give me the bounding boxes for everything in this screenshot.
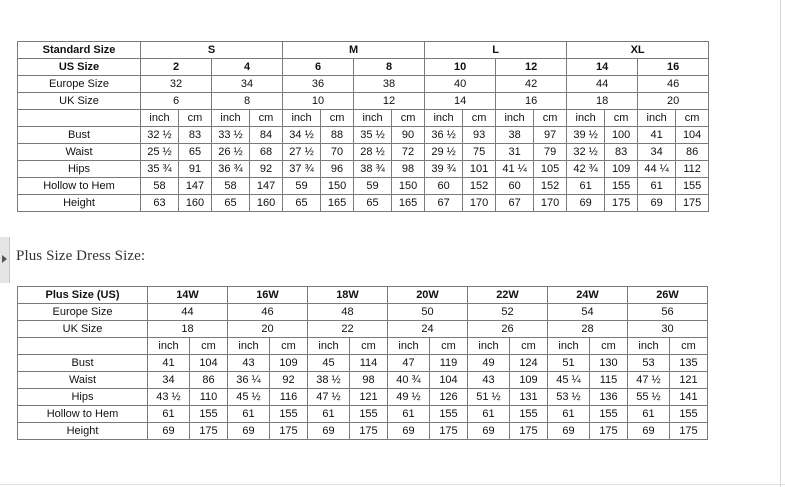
- measurement-cell: 61: [628, 406, 670, 423]
- measurement-cell: 70: [321, 144, 354, 161]
- unit-cm: cm: [590, 338, 628, 355]
- measurement-cell: 55 ½: [628, 389, 670, 406]
- measurement-cell: 155: [676, 178, 709, 195]
- measurement-cell: 53 ½: [548, 389, 590, 406]
- empty-cell: [18, 338, 148, 355]
- measurement-cell: 35 ½: [354, 127, 392, 144]
- measurement-cell: 69: [388, 423, 430, 440]
- measurement-cell: 47: [388, 355, 430, 372]
- measurement-cell: 155: [670, 406, 708, 423]
- unit-inch: inch: [148, 338, 190, 355]
- standard-size-table: [17, 41, 709, 212]
- uk-size-cell: 8: [212, 93, 283, 110]
- measurement-cell: 45: [308, 355, 350, 372]
- measurement-cell: 150: [392, 178, 425, 195]
- measurement-cell: 109: [605, 161, 638, 178]
- measurement-cell: 114: [350, 355, 388, 372]
- measurement-cell: 25 ½: [141, 144, 179, 161]
- unit-cm: cm: [250, 110, 283, 127]
- measurement-cell: 170: [463, 195, 496, 212]
- measurement-cell: 155: [430, 406, 468, 423]
- us-size-row: [18, 59, 709, 76]
- measurement-cell: 59: [283, 178, 321, 195]
- measurement-cell: 175: [670, 423, 708, 440]
- measurement-cell: 175: [510, 423, 548, 440]
- measurement-cell: 61: [228, 406, 270, 423]
- measurement-row: [18, 178, 709, 195]
- unit-inch: inch: [628, 338, 670, 355]
- measurement-cell: 67: [496, 195, 534, 212]
- measurement-cell: 84: [250, 127, 283, 144]
- unit-inch: inch: [212, 110, 250, 127]
- measurement-row: [18, 406, 708, 423]
- measurement-cell: 83: [605, 144, 638, 161]
- measurement-cell: 155: [605, 178, 638, 195]
- measurement-cell: 152: [534, 178, 567, 195]
- measurement-cell: 135: [670, 355, 708, 372]
- us-size-cell: 2: [141, 59, 212, 76]
- unit-cm: cm: [605, 110, 638, 127]
- measurement-cell: 69: [148, 423, 190, 440]
- measurement-cell: 155: [510, 406, 548, 423]
- measurement-cell: 61: [388, 406, 430, 423]
- europe-size-cell: 56: [628, 304, 708, 321]
- measurement-cell: 36 ½: [425, 127, 463, 144]
- measurement-cell: 75: [463, 144, 496, 161]
- measurement-cell: 39 ½: [567, 127, 605, 144]
- measurement-cell: 69: [567, 195, 605, 212]
- measurement-cell: 101: [463, 161, 496, 178]
- measurement-row: [18, 372, 708, 389]
- measurement-cell: 61: [148, 406, 190, 423]
- row-label: Hips: [18, 389, 148, 406]
- size-group-header: XL: [567, 42, 709, 59]
- row-label: Waist: [18, 372, 148, 389]
- measurement-cell: 41: [148, 355, 190, 372]
- uk-size-cell: 20: [638, 93, 709, 110]
- measurement-cell: 130: [590, 355, 628, 372]
- unit-cm: cm: [190, 338, 228, 355]
- expand-arrow-icon: [2, 255, 7, 263]
- measurement-cell: 41 ¼: [496, 161, 534, 178]
- row-label: Bust: [18, 127, 141, 144]
- measurement-cell: 152: [463, 178, 496, 195]
- unit-cm: cm: [430, 338, 468, 355]
- measurement-cell: 42 ¾: [567, 161, 605, 178]
- unit-inch: inch: [283, 110, 321, 127]
- measurement-cell: 104: [430, 372, 468, 389]
- size-group-header: 14W: [148, 287, 228, 304]
- measurement-cell: 86: [190, 372, 228, 389]
- measurement-cell: 43: [228, 355, 270, 372]
- measurement-cell: 65: [283, 195, 321, 212]
- measurement-cell: 90: [392, 127, 425, 144]
- measurement-cell: 92: [270, 372, 308, 389]
- row-label: UK Size: [18, 321, 148, 338]
- empty-cell: [18, 110, 141, 127]
- us-size-cell: 16: [638, 59, 709, 76]
- measurement-cell: 44 ¼: [638, 161, 676, 178]
- measurement-cell: 160: [250, 195, 283, 212]
- measurement-cell: 63: [141, 195, 179, 212]
- measurement-cell: 79: [534, 144, 567, 161]
- unit-inch: inch: [638, 110, 676, 127]
- measurement-cell: 110: [190, 389, 228, 406]
- measurement-cell: 68: [250, 144, 283, 161]
- measurement-cell: 104: [676, 127, 709, 144]
- size-group-header: 20W: [388, 287, 468, 304]
- measurement-cell: 35 ¾: [141, 161, 179, 178]
- measurement-cell: 155: [590, 406, 628, 423]
- measurement-cell: 28 ½: [354, 144, 392, 161]
- uk-size-cell: 12: [354, 93, 425, 110]
- measurement-cell: 175: [350, 423, 388, 440]
- unit-inch: inch: [354, 110, 392, 127]
- measurement-cell: 37 ¾: [283, 161, 321, 178]
- measurement-cell: 49: [468, 355, 510, 372]
- uk-size-cell: 20: [228, 321, 308, 338]
- row-label: UK Size: [18, 93, 141, 110]
- measurement-cell: 165: [392, 195, 425, 212]
- measurement-cell: 61: [548, 406, 590, 423]
- measurement-row: [18, 389, 708, 406]
- size-group-header: 22W: [468, 287, 548, 304]
- uk-size-row: [18, 93, 709, 110]
- measurement-cell: 105: [534, 161, 567, 178]
- unit-inch: inch: [308, 338, 350, 355]
- measurement-cell: 141: [670, 389, 708, 406]
- us-size-cell: 12: [496, 59, 567, 76]
- measurement-cell: 131: [510, 389, 548, 406]
- europe-size-cell: 44: [567, 76, 638, 93]
- measurement-cell: 27 ½: [283, 144, 321, 161]
- measurement-cell: 109: [270, 355, 308, 372]
- unit-cm: cm: [510, 338, 548, 355]
- measurement-cell: 109: [510, 372, 548, 389]
- measurement-cell: 100: [605, 127, 638, 144]
- column-header-label: Plus Size (US): [18, 287, 148, 304]
- measurement-cell: 38: [496, 127, 534, 144]
- measurement-cell: 32 ½: [567, 144, 605, 161]
- europe-size-cell: 48: [308, 304, 388, 321]
- size-group-header: L: [425, 42, 567, 59]
- measurement-cell: 43: [468, 372, 510, 389]
- measurement-cell: 65: [212, 195, 250, 212]
- measurement-cell: 96: [321, 161, 354, 178]
- europe-size-cell: 50: [388, 304, 468, 321]
- measurement-cell: 60: [496, 178, 534, 195]
- measurement-cell: 67: [425, 195, 463, 212]
- unit-cm: cm: [179, 110, 212, 127]
- sidebar-toggle[interactable]: [0, 237, 10, 283]
- uk-size-cell: 18: [148, 321, 228, 338]
- measurement-cell: 40 ¾: [388, 372, 430, 389]
- europe-size-cell: 44: [148, 304, 228, 321]
- measurement-cell: 43 ½: [148, 389, 190, 406]
- measurement-cell: 175: [270, 423, 308, 440]
- row-label: Hollow to Hem: [18, 178, 141, 195]
- measurement-cell: 115: [590, 372, 628, 389]
- unit-cm: cm: [534, 110, 567, 127]
- measurement-cell: 126: [430, 389, 468, 406]
- measurement-cell: 98: [350, 372, 388, 389]
- uk-size-cell: 30: [628, 321, 708, 338]
- measurement-cell: 69: [628, 423, 670, 440]
- europe-size-cell: 46: [228, 304, 308, 321]
- measurement-cell: 165: [321, 195, 354, 212]
- measurement-cell: 175: [190, 423, 228, 440]
- measurement-cell: 112: [676, 161, 709, 178]
- measurement-cell: 175: [676, 195, 709, 212]
- measurement-cell: 58: [212, 178, 250, 195]
- measurement-cell: 124: [510, 355, 548, 372]
- europe-size-cell: 40: [425, 76, 496, 93]
- uk-size-cell: 22: [308, 321, 388, 338]
- unit-inch: inch: [425, 110, 463, 127]
- uk-size-cell: 16: [496, 93, 567, 110]
- unit-cm: cm: [463, 110, 496, 127]
- unit-inch: inch: [468, 338, 510, 355]
- measurement-cell: 26 ½: [212, 144, 250, 161]
- header-row: [18, 42, 709, 59]
- measurement-cell: 65: [354, 195, 392, 212]
- row-label: Bust: [18, 355, 148, 372]
- europe-size-cell: 54: [548, 304, 628, 321]
- measurement-cell: 38 ¾: [354, 161, 392, 178]
- measurement-cell: 116: [270, 389, 308, 406]
- plus-size-title: Plus Size Dress Size:: [16, 248, 146, 264]
- europe-size-cell: 38: [354, 76, 425, 93]
- row-label: Europe Size: [18, 304, 148, 321]
- us-size-cell: 6: [283, 59, 354, 76]
- europe-size-cell: 32: [141, 76, 212, 93]
- uk-size-cell: 10: [283, 93, 354, 110]
- uk-size-cell: 18: [567, 93, 638, 110]
- measurement-cell: 97: [534, 127, 567, 144]
- unit-cm: cm: [670, 338, 708, 355]
- size-group-header: 16W: [228, 287, 308, 304]
- row-label: Height: [18, 195, 141, 212]
- measurement-cell: 104: [190, 355, 228, 372]
- measurement-cell: 29 ½: [425, 144, 463, 161]
- header-row: [18, 287, 708, 304]
- unit-cm: cm: [270, 338, 308, 355]
- row-label: Height: [18, 423, 148, 440]
- measurement-cell: 60: [425, 178, 463, 195]
- measurement-cell: 45 ¼: [548, 372, 590, 389]
- europe-size-row: [18, 304, 708, 321]
- europe-size-cell: 42: [496, 76, 567, 93]
- measurement-cell: 92: [250, 161, 283, 178]
- measurement-cell: 69: [228, 423, 270, 440]
- units-row: [18, 110, 709, 127]
- measurement-cell: 119: [430, 355, 468, 372]
- us-size-cell: 14: [567, 59, 638, 76]
- row-label: Waist: [18, 144, 141, 161]
- measurement-cell: 65: [179, 144, 212, 161]
- measurement-cell: 83: [179, 127, 212, 144]
- measurement-cell: 39 ¾: [425, 161, 463, 178]
- plus-size-table: [17, 286, 708, 440]
- measurement-cell: 59: [354, 178, 392, 195]
- unit-inch: inch: [141, 110, 179, 127]
- unit-inch: inch: [388, 338, 430, 355]
- measurement-cell: 51: [548, 355, 590, 372]
- size-group-header: M: [283, 42, 425, 59]
- unit-inch: inch: [228, 338, 270, 355]
- measurement-cell: 72: [392, 144, 425, 161]
- measurement-cell: 41: [638, 127, 676, 144]
- measurement-cell: 58: [141, 178, 179, 195]
- size-group-header: 18W: [308, 287, 388, 304]
- europe-size-cell: 52: [468, 304, 548, 321]
- measurement-cell: 175: [605, 195, 638, 212]
- bottom-divider: [0, 484, 785, 485]
- measurement-cell: 121: [350, 389, 388, 406]
- us-size-cell: 4: [212, 59, 283, 76]
- measurement-row: [18, 144, 709, 161]
- europe-size-cell: 36: [283, 76, 354, 93]
- row-label: Hips: [18, 161, 141, 178]
- measurement-cell: 32 ½: [141, 127, 179, 144]
- measurement-cell: 86: [676, 144, 709, 161]
- measurement-row: [18, 127, 709, 144]
- measurement-cell: 47 ½: [308, 389, 350, 406]
- europe-size-row: [18, 76, 709, 93]
- measurement-cell: 88: [321, 127, 354, 144]
- unit-inch: inch: [548, 338, 590, 355]
- row-label: Europe Size: [18, 76, 141, 93]
- measurement-cell: 34: [638, 144, 676, 161]
- measurement-cell: 61: [468, 406, 510, 423]
- measurement-cell: 175: [430, 423, 468, 440]
- measurement-cell: 31: [496, 144, 534, 161]
- measurement-cell: 36 ¾: [212, 161, 250, 178]
- measurement-cell: 147: [250, 178, 283, 195]
- unit-cm: cm: [321, 110, 354, 127]
- measurement-cell: 69: [308, 423, 350, 440]
- row-label: Hollow to Hem: [18, 406, 148, 423]
- measurement-cell: 61: [308, 406, 350, 423]
- measurement-cell: 61: [638, 178, 676, 195]
- column-header-label: Standard Size: [18, 42, 141, 59]
- size-group-header: 24W: [548, 287, 628, 304]
- uk-size-cell: 14: [425, 93, 496, 110]
- europe-size-cell: 46: [638, 76, 709, 93]
- us-size-cell: 10: [425, 59, 496, 76]
- measurement-cell: 136: [590, 389, 628, 406]
- measurement-cell: 69: [548, 423, 590, 440]
- measurement-cell: 175: [590, 423, 628, 440]
- unit-cm: cm: [392, 110, 425, 127]
- measurement-cell: 51 ½: [468, 389, 510, 406]
- uk-size-cell: 28: [548, 321, 628, 338]
- unit-cm: cm: [350, 338, 388, 355]
- measurement-cell: 36 ¼: [228, 372, 270, 389]
- unit-inch: inch: [567, 110, 605, 127]
- measurement-cell: 33 ½: [212, 127, 250, 144]
- measurement-row: [18, 195, 709, 212]
- measurement-cell: 121: [670, 372, 708, 389]
- uk-size-row: [18, 321, 708, 338]
- measurement-cell: 155: [350, 406, 388, 423]
- measurement-cell: 150: [321, 178, 354, 195]
- size-group-header: S: [141, 42, 283, 59]
- window-edge-line: [780, 0, 781, 487]
- measurement-cell: 98: [392, 161, 425, 178]
- measurement-row: [18, 161, 709, 178]
- measurement-row: [18, 355, 708, 372]
- measurement-cell: 38 ½: [308, 372, 350, 389]
- measurement-row: [18, 423, 708, 440]
- measurement-cell: 69: [468, 423, 510, 440]
- uk-size-cell: 26: [468, 321, 548, 338]
- measurement-cell: 49 ½: [388, 389, 430, 406]
- row-label: US Size: [18, 59, 141, 76]
- measurement-cell: 91: [179, 161, 212, 178]
- measurement-cell: 160: [179, 195, 212, 212]
- measurement-cell: 147: [179, 178, 212, 195]
- measurement-cell: 61: [567, 178, 605, 195]
- europe-size-cell: 34: [212, 76, 283, 93]
- measurement-cell: 170: [534, 195, 567, 212]
- measurement-cell: 93: [463, 127, 496, 144]
- us-size-cell: 8: [354, 59, 425, 76]
- measurement-cell: 34: [148, 372, 190, 389]
- units-row: [18, 338, 708, 355]
- measurement-cell: 34 ½: [283, 127, 321, 144]
- uk-size-cell: 24: [388, 321, 468, 338]
- measurement-cell: 155: [270, 406, 308, 423]
- measurement-cell: 155: [190, 406, 228, 423]
- measurement-cell: 53: [628, 355, 670, 372]
- measurement-cell: 47 ½: [628, 372, 670, 389]
- size-group-header: 26W: [628, 287, 708, 304]
- unit-cm: cm: [676, 110, 709, 127]
- measurement-cell: 69: [638, 195, 676, 212]
- measurement-cell: 45 ½: [228, 389, 270, 406]
- unit-inch: inch: [496, 110, 534, 127]
- uk-size-cell: 6: [141, 93, 212, 110]
